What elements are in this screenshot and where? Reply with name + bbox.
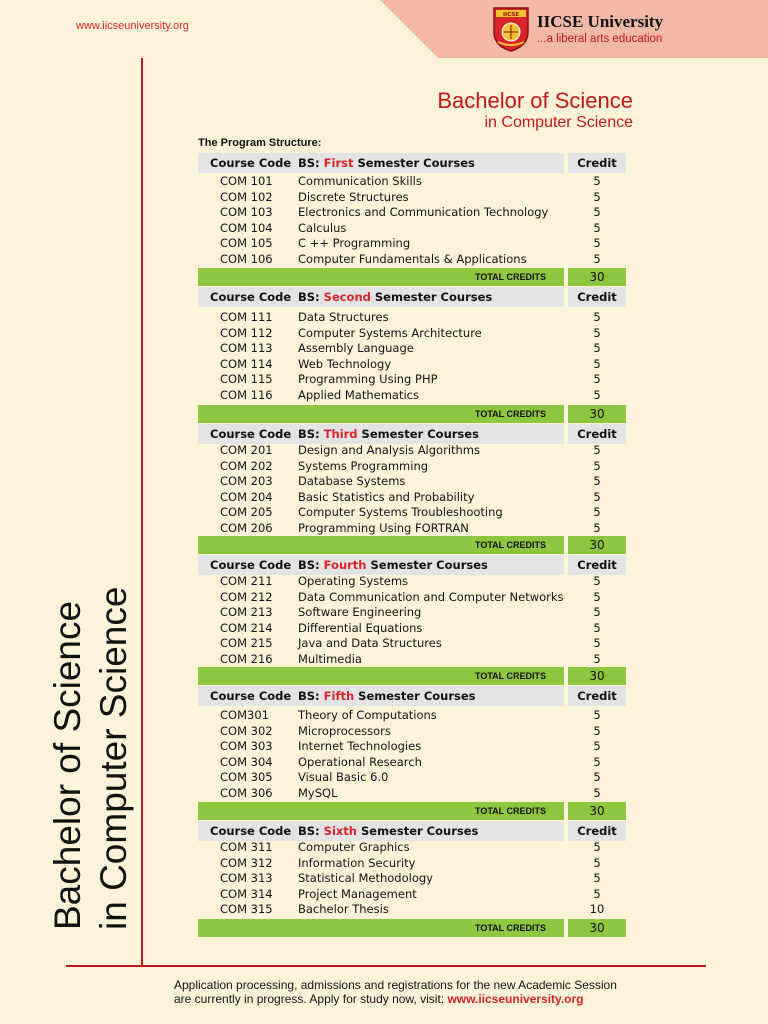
course-credit: 5 (593, 886, 601, 901)
website-url[interactable]: www.iicseuniversity.org (76, 20, 189, 32)
course-row (198, 236, 626, 252)
semester-prefix: BS: (298, 824, 324, 838)
course-code: COM 214 (220, 620, 273, 635)
course-code: COM 212 (220, 589, 273, 604)
course-credit: 5 (593, 443, 601, 457)
semester-title (298, 427, 479, 441)
semester-suffix: Semester Courses (354, 689, 476, 703)
semester-prefix: BS: (298, 558, 324, 572)
footer-line1: Application processing, admissions and registrations for the new Academic Session (174, 978, 617, 992)
course-row (198, 856, 626, 872)
semester-title (298, 824, 478, 838)
course-credit: 5 (593, 341, 601, 356)
course-credit: 5 (593, 723, 601, 738)
credit-header: Credit (577, 156, 617, 170)
course-name: Systems Programming (298, 458, 429, 473)
horizontal-divider (66, 965, 706, 967)
course-code: COM 216 (220, 652, 273, 666)
semester-title (298, 290, 492, 304)
course-name: Computer Systems Architecture (298, 325, 482, 340)
credit-header: Credit (577, 824, 617, 838)
course-name: Programming Using PHP (298, 372, 438, 387)
course-row (198, 652, 626, 668)
total-credits-value: 30 (589, 921, 605, 935)
course-credit: 5 (593, 652, 601, 666)
semester-ordinal: Second (323, 290, 371, 304)
course-row (198, 605, 626, 621)
course-credit: 5 (593, 252, 601, 266)
course-name: Programming Using FORTRAN (298, 521, 469, 535)
course-name: Multimedia (298, 652, 362, 666)
course-name: Design and Analysis Algorithms (298, 443, 481, 457)
course-code: COM 203 (220, 474, 273, 489)
total-credits-row (198, 268, 626, 286)
course-credit: 5 (593, 236, 601, 251)
course-credit: 5 (593, 574, 601, 588)
course-name: Data Communication and Computer Networks (298, 589, 564, 604)
course-name: Communication Skills (298, 174, 422, 188)
total-credits-label: TOTAL CREDITS (474, 806, 546, 816)
course-code: COM 314 (220, 886, 273, 901)
semester-title (298, 156, 475, 170)
footer-line2: are currently in progress. Apply for study now, visit: (174, 992, 448, 1006)
course-row (198, 871, 626, 887)
course-code: COM 105 (220, 236, 273, 251)
course-code: COM301 (220, 708, 269, 722)
course-code: COM 211 (220, 574, 273, 588)
course-name: Web Technology (298, 356, 392, 371)
course-row (198, 326, 626, 342)
course-name: Basic Statistics and Probability (298, 489, 475, 504)
course-row (198, 739, 626, 755)
total-credits-row (198, 919, 626, 937)
semester-suffix: Semester Courses (366, 558, 488, 572)
course-code: COM 213 (220, 605, 273, 620)
course-code: COM 111 (220, 310, 273, 324)
course-name: Project Management (298, 886, 417, 901)
course-row (198, 490, 626, 506)
course-credit: 5 (593, 458, 601, 473)
course-row (198, 357, 626, 373)
credit-header: Credit (577, 558, 617, 572)
course-code: COM 114 (220, 356, 273, 371)
course-credit: 5 (593, 220, 601, 235)
side-title-line2: in Computer Science (93, 586, 134, 930)
semester-suffix: Semester Courses (356, 824, 479, 838)
program-structure-label: The Program Structure: (198, 137, 322, 149)
course-row (198, 174, 626, 190)
course-name: Calculus (298, 220, 347, 235)
course-credit: 5 (593, 505, 601, 520)
total-credits-label: TOTAL CREDITS (474, 923, 546, 933)
course-credit: 10 (589, 902, 605, 917)
course-code-header: Course Code (210, 427, 292, 441)
course-name: Visual Basic 6.0 (298, 770, 389, 785)
course-credit: 5 (593, 174, 601, 188)
course-code: COM 306 (220, 786, 273, 800)
total-credits-label: TOTAL CREDITS (474, 272, 546, 282)
course-row (198, 708, 626, 724)
course-credit: 5 (593, 605, 601, 620)
course-credit: 5 (593, 636, 601, 651)
course-credit: 5 (593, 521, 601, 535)
semester-prefix: BS: (298, 290, 324, 304)
semester-header (198, 686, 626, 706)
side-title-line1: Bachelor of Science (47, 600, 88, 930)
semester-ordinal: Fourth (323, 558, 367, 572)
semester-header (198, 287, 626, 307)
course-code: COM 112 (220, 325, 273, 340)
vertical-divider (141, 58, 143, 966)
course-name: C ++ Programming (298, 236, 411, 251)
course-code: COM 116 (220, 388, 273, 402)
total-credits-value: 30 (589, 538, 605, 552)
course-row (198, 190, 626, 206)
semester-header (198, 153, 626, 173)
course-code: COM 115 (220, 372, 273, 387)
course-credit: 5 (593, 589, 601, 604)
course-name: Internet Technologies (298, 739, 422, 754)
course-name: Java and Data Structures (298, 636, 442, 651)
course-name: Bachelor Thesis (298, 902, 389, 917)
semester-header (198, 424, 626, 444)
total-credits-row (198, 536, 626, 554)
semester-prefix: BS: (298, 689, 324, 703)
course-name: Software Engineering (298, 605, 422, 620)
course-code: COM 201 (220, 443, 273, 457)
course-code: COM 104 (220, 220, 273, 235)
total-credits-value: 30 (589, 669, 605, 683)
total-credits-label: TOTAL CREDITS (474, 671, 546, 681)
semester-ordinal: Fifth (323, 689, 355, 703)
course-name: MySQL (298, 786, 338, 800)
course-name: Statistical Methodology (298, 871, 433, 886)
course-code-header: Course Code (210, 156, 292, 170)
course-name: Assembly Language (298, 341, 414, 356)
course-name: Computer Fundamentals & Applications (298, 252, 527, 266)
semester-title (298, 558, 488, 572)
course-credit: 5 (593, 770, 601, 785)
course-name: Operating Systems (298, 574, 409, 588)
course-code: COM 113 (220, 341, 273, 356)
course-row (198, 505, 626, 521)
course-row (198, 621, 626, 637)
course-row (198, 310, 626, 326)
course-name: Discrete Structures (298, 189, 409, 204)
course-name: Differential Equations (298, 620, 423, 635)
course-code: COM 103 (220, 205, 273, 220)
page-title: Bachelor of Science (437, 88, 633, 113)
semester-title (298, 689, 476, 703)
course-name: Computer Systems Troubleshooting (298, 505, 503, 520)
semester-suffix: Semester Courses (357, 427, 479, 441)
course-row (198, 786, 626, 802)
course-code: COM 304 (220, 754, 273, 769)
course-credit: 5 (593, 708, 601, 722)
total-credits-value: 30 (589, 270, 605, 284)
course-code: COM 204 (220, 489, 273, 504)
course-code: COM 315 (220, 902, 273, 917)
total-credits-value: 30 (589, 804, 605, 818)
course-credit: 5 (593, 325, 601, 340)
course-code: COM 215 (220, 636, 273, 651)
credit-header: Credit (577, 689, 617, 703)
semester-ordinal: Sixth (323, 824, 357, 838)
course-code: COM 106 (220, 252, 273, 266)
course-code-header: Course Code (210, 689, 292, 703)
course-code-header: Course Code (210, 290, 292, 304)
course-code: COM 102 (220, 189, 273, 204)
course-row (198, 252, 626, 268)
total-credits-row (198, 405, 626, 423)
course-row (198, 388, 626, 404)
total-credits-row (198, 667, 626, 685)
course-row (198, 372, 626, 388)
course-row (198, 341, 626, 357)
course-name: Microprocessors (298, 723, 391, 738)
course-row (198, 755, 626, 771)
course-row (198, 636, 626, 652)
course-credit: 5 (593, 310, 601, 324)
course-row (198, 443, 626, 459)
course-row (198, 474, 626, 490)
course-code: COM 202 (220, 458, 273, 473)
course-credit: 5 (593, 388, 601, 402)
total-credits-value: 30 (589, 407, 605, 421)
semester-prefix: BS: (298, 156, 324, 170)
semester-header (198, 555, 626, 575)
course-row (198, 459, 626, 475)
course-credit: 5 (593, 205, 601, 220)
course-name: Computer Graphics (298, 840, 410, 854)
total-credits-label: TOTAL CREDITS (474, 409, 546, 419)
course-name: Database Systems (298, 474, 406, 489)
course-credit: 5 (593, 356, 601, 371)
credit-header: Credit (577, 290, 617, 304)
course-name: Operational Research (298, 754, 422, 769)
university-crest-icon (492, 6, 530, 52)
semester-ordinal: First (323, 156, 354, 170)
course-credit: 5 (593, 474, 601, 489)
course-name: Information Security (298, 855, 416, 870)
course-credit: 5 (593, 871, 601, 886)
course-row (198, 887, 626, 903)
course-code-header: Course Code (210, 558, 292, 572)
course-code: COM 206 (220, 521, 273, 535)
total-credits-row (198, 802, 626, 820)
course-row (198, 205, 626, 221)
semester-prefix: BS: (298, 427, 324, 441)
course-credit: 5 (593, 855, 601, 870)
course-name: Electronics and Communication Technology (298, 205, 549, 220)
semester-suffix: Semester Courses (353, 156, 475, 170)
page-subtitle: in Computer Science (484, 114, 633, 131)
course-code: COM 313 (220, 871, 273, 886)
course-name: Data Structures (298, 310, 389, 324)
course-code: COM 303 (220, 739, 273, 754)
course-code: COM 302 (220, 723, 273, 738)
university-tagline: ...a liberal arts education (537, 33, 663, 45)
semester-header (198, 821, 626, 841)
course-credit: 5 (593, 754, 601, 769)
course-name: Applied Mathematics (298, 388, 419, 402)
course-credit: 5 (593, 489, 601, 504)
course-credit: 5 (593, 189, 601, 204)
course-row (198, 590, 626, 606)
course-credit: 5 (593, 739, 601, 754)
course-row (198, 574, 626, 590)
course-code: COM 311 (220, 840, 273, 854)
course-code-header: Course Code (210, 824, 292, 838)
semester-ordinal: Third (323, 427, 358, 441)
course-row (198, 770, 626, 786)
course-credit: 5 (593, 620, 601, 635)
course-code: COM 312 (220, 855, 273, 870)
side-title (45, 510, 137, 930)
course-code: COM 305 (220, 770, 273, 785)
course-credit: 5 (593, 372, 601, 387)
footer-note (174, 978, 617, 1006)
course-code: COM 205 (220, 505, 273, 520)
course-row (198, 724, 626, 740)
course-row (198, 840, 626, 856)
semester-suffix: Semester Courses (370, 290, 493, 304)
university-name: IICSE University (537, 12, 664, 31)
course-row (198, 902, 626, 918)
footer-link[interactable]: www.iicseuniversity.org (447, 992, 584, 1006)
crest-lettering: IICSE (503, 12, 519, 18)
credit-header: Credit (577, 427, 617, 441)
course-row (198, 221, 626, 237)
course-credit: 5 (593, 840, 601, 854)
course-name: Theory of Computations (298, 708, 437, 722)
course-row (198, 521, 626, 537)
course-code: COM 101 (220, 174, 273, 188)
course-credit: 5 (593, 786, 601, 800)
total-credits-label: TOTAL CREDITS (474, 540, 546, 550)
